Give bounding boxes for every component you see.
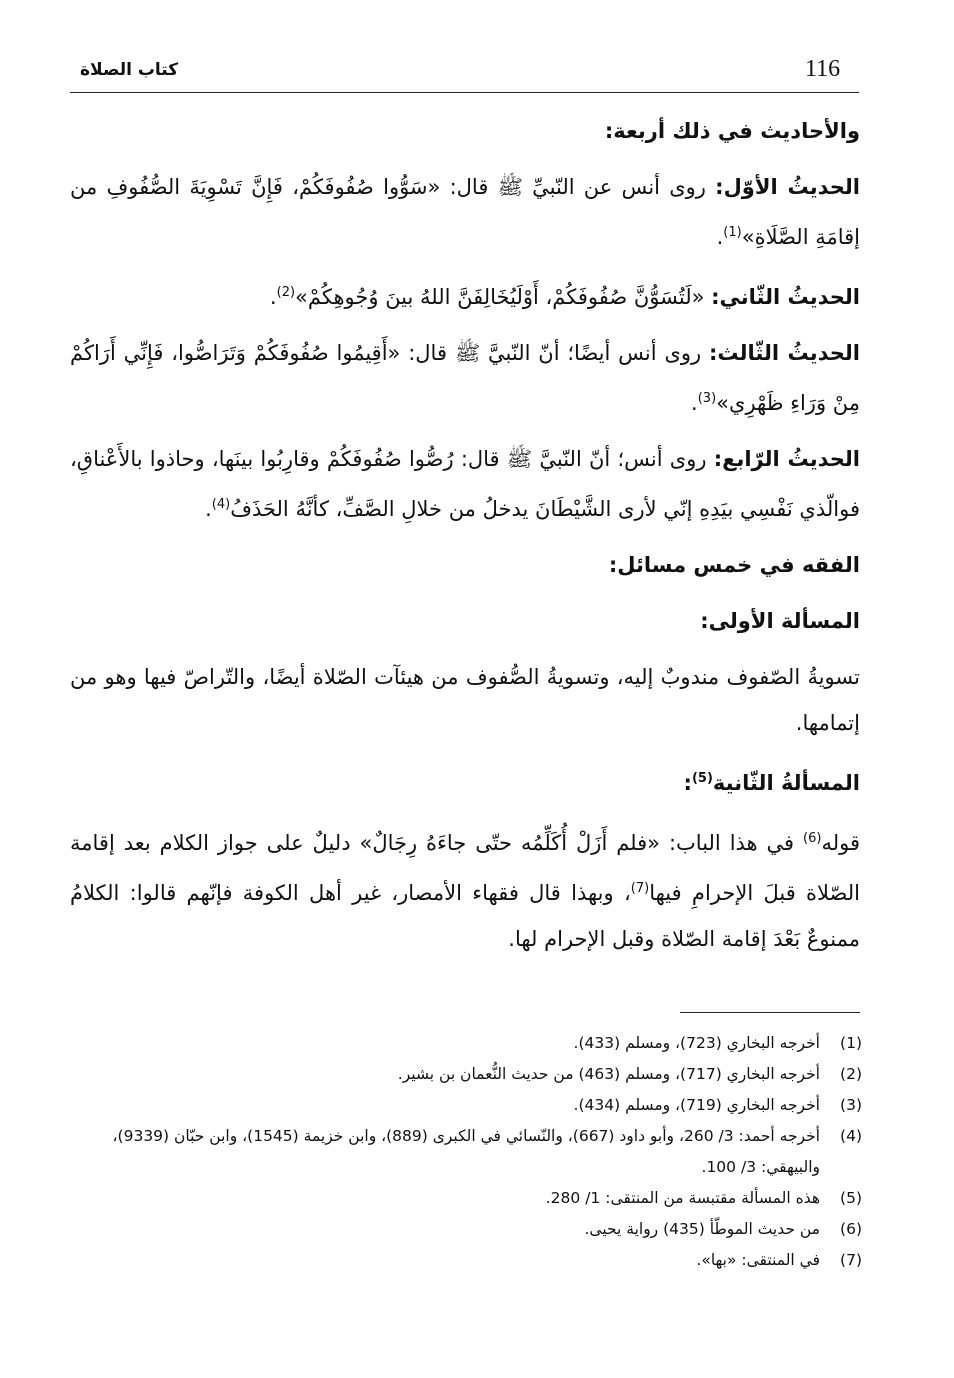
footnote-text: هذه المسألة مقتبسة من المنتقى: 1/ 280. [545,1189,820,1207]
footnotes [70,1028,862,1276]
footnote [70,1245,862,1276]
question-2-text [70,816,860,962]
fiqh-heading: الفقه في خمس مسائل: [608,553,860,577]
footnote-ref-3: (3) [697,391,717,406]
footnote-text: أخرجه البخاري (719)، ومسلم (434). [573,1096,820,1114]
hadith-1-lead: الحديثُ الأوّل: [715,175,861,199]
hadith-4-text: روى أنس؛ أنّ النّبيَّ ﷺ قال: رُصُّوا صُفُوفَكُمْ وقارِبُوا بينَها، وحاذوا بالأَعْناقِ، فوالّذي نَفْسِي بيَدِهِ إنّي لأرى الشَّيْطَانَ يدخلُ من خلالِ الصَّفِّ، كأنَّهُ الحَذَفُ [70,447,860,521]
question-2-text-c: ، وبهذا قال فقهاء الأمصار، غير أهل الكوفة فإنّهم قالوا: الكلامُ ممنوعٌ بَعْدَ إقامة الصّلاة وقبل الإحرام لها. [70,881,860,951]
footnote-number: (5) [840,1189,862,1207]
footnote-ref-7: (7) [630,881,650,896]
main-text [70,108,860,972]
page-header [70,52,859,93]
footnote-text: أخرجه البخاري (717)، ومسلم (463) من حديث النُّعمان بن بشير. [397,1065,820,1083]
hadith-3-lead: الحديثُ الثّالث: [709,341,860,365]
hadith-3-text: روى أنس أيضًا؛ أنّ النّبيَّ ﷺ قال: «أَقِيمُوا صُفُوفَكُمْ وَتَرَاصُّوا، فَإِنِّي أَرَاكُمْ مِنْ وَرَاءِ ظَهْرِي» [70,341,860,415]
hadith-2 [70,270,860,320]
hadith-4-lead: الحديثُ الرّابع: [713,447,860,471]
footnote-number: (4) [840,1127,862,1145]
footnote-number: (6) [840,1220,862,1238]
footnote [70,1214,862,1245]
footnote-number: (1) [840,1034,862,1052]
hadith-1-text: روى أنس عن النّبيِّ ﷺ قال: «سَوُّوا صُفُوفَكُمْ، فَإِنَّ تَسْوِيَةَ الصُّفُوفِ من إقامَةِ الصَّلَاةِ» [70,175,860,249]
footnote-number: (7) [840,1251,862,1269]
footnote [70,1028,862,1059]
footnote-number: (2) [840,1065,862,1083]
footnote-text: أخرجه أحمد: 3/ 260، وأبو داود (667)، والنّسائي في الكبرى (889)، وابن خزيمة (1545)، وابن حبّان (9339)، والبيهقي: 3/ 100. [112,1127,820,1176]
footnote-ref-2: (2) [276,285,296,300]
footnote [70,1059,862,1090]
hadith-1 [70,164,860,260]
hadith-2-end: . [269,285,277,309]
question-2-title: المسألةُ الثّانية [712,771,860,795]
footnote-number: (3) [840,1096,862,1114]
running-title: كتاب الصلاة [80,60,179,80]
question-2-text-a: قوله [821,831,860,855]
question-1-text: تسويةُ الصّفوف مندوبٌ إليه، وتسويةُ الصُّفوف من هيئآت الصّلاة أيضًا، والتّراصّ فيها وهو من إتمامها. [70,665,860,735]
footnote-ref-6: (6) [803,831,822,846]
intro-line: والأحاديث في ذلك أربعة: [604,119,860,143]
page-number: 116 [805,56,841,82]
hadith-1-end: . [716,225,724,249]
question-1-heading: المسألة الأولى: [700,609,860,633]
hadith-4-end: . [205,497,212,521]
question-2-text-b: في هذا الباب: «فلم أَزَلْ أُكَلِّمُه حتّى جاءَهُ رِجَالٌ» دليلٌ على جواز الكلام بعد إقامة الصّلاة قبلَ الإحرامِ فيها [70,831,860,905]
footnote-text: في المنتقى: «بها». [696,1251,820,1269]
footnote-text: من حديث الموطّأ (435) رواية يحيى. [584,1220,820,1238]
question-2-heading [70,756,860,806]
hadith-2-text: «لَتُسَوُّنَّ صُفُوفَكُمْ، أَوْلَيُخَالِفَنَّ اللهُ بينَ وُجُوهِكُمْ» [295,285,712,309]
footnote [70,1090,862,1121]
hadith-3 [70,330,860,426]
footnote-ref-1: (1) [723,225,742,240]
footnote [70,1121,862,1183]
footnote-ref-5: (5) [691,771,713,786]
footnote-separator [680,1012,860,1013]
question-2-colon: : [683,771,692,795]
footnote [70,1183,862,1214]
hadith-3-end: . [691,391,698,415]
hadith-2-lead: الحديثُ الثّاني: [711,285,860,309]
footnote-text: أخرجه البخاري (723)، ومسلم (433). [573,1034,820,1052]
hadith-4 [70,436,860,532]
footnote-ref-4: (4) [211,497,231,512]
